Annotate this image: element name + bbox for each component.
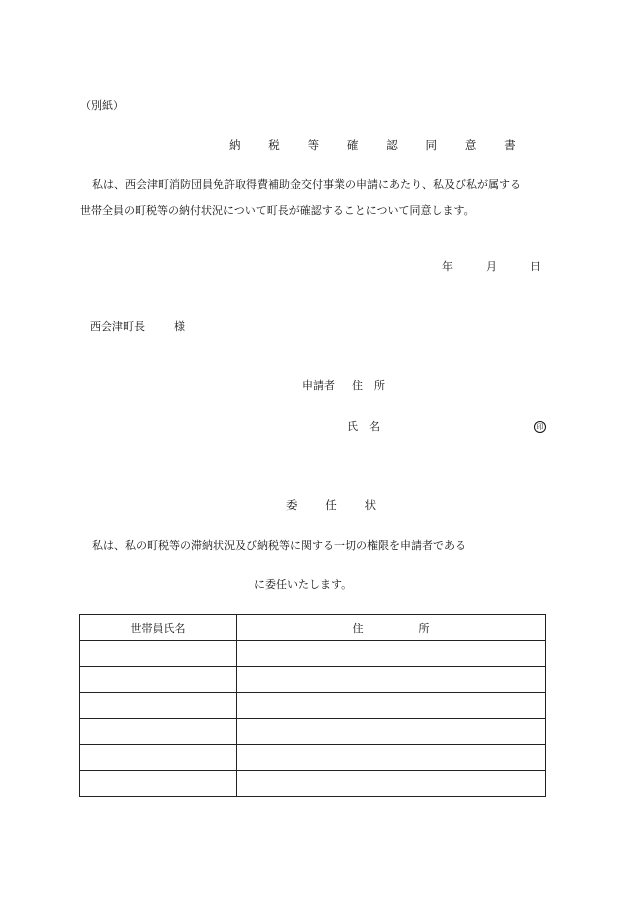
consent-body	[81, 172, 561, 224]
consent-body-line-2: 世帯全員の町税等の納付状況について町長が確認することについて同意します。	[80, 204, 475, 217]
header-member-name: 世帯員氏名	[80, 615, 237, 641]
cell-member-name[interactable]	[80, 667, 237, 693]
cell-member-name[interactable]	[80, 693, 237, 719]
table-row	[80, 667, 546, 693]
cell-member-name[interactable]	[80, 771, 237, 797]
table-row	[80, 771, 546, 797]
consent-title: 納 税 等 確 認 同 意 書	[229, 138, 528, 152]
cell-address[interactable]	[237, 745, 546, 771]
date-month-label: 月	[486, 260, 497, 273]
delegation-body-line-2: に委任いたします。	[254, 578, 353, 591]
table-row	[80, 693, 546, 719]
cell-address[interactable]	[237, 771, 546, 797]
delegation-body-line-1: 私は、私の町税等の滞納状況及び納税等に関する一切の権限を申請者である	[92, 539, 466, 552]
cell-address[interactable]	[237, 693, 546, 719]
cell-member-name[interactable]	[80, 641, 237, 667]
cell-address[interactable]	[237, 667, 546, 693]
addressee-honorific: 様	[174, 320, 185, 333]
date-day-label: 日	[530, 260, 541, 273]
date-line	[442, 258, 541, 274]
table-row	[80, 641, 546, 667]
addressee	[90, 318, 185, 334]
table-row	[80, 745, 546, 771]
table-row	[80, 719, 546, 745]
applicant-name-label: 氏 名	[347, 420, 380, 433]
addressee-name: 西会津町長	[90, 320, 145, 333]
header-address: 住 所	[237, 615, 546, 641]
applicant-address-row	[302, 377, 385, 393]
date-year-label: 年	[442, 260, 453, 273]
applicant-label: 申請者	[302, 379, 335, 392]
seal-icon: 印	[534, 421, 546, 433]
attachment-label: （別紙）	[80, 99, 124, 112]
cell-member-name[interactable]	[80, 745, 237, 771]
consent-body-line-1: 私は、西会津町消防団員免許取得費補助金交付事業の申請にあたり、私及び私が属する	[92, 178, 521, 191]
cell-address[interactable]	[237, 641, 546, 667]
delegation-title: 委 任 状	[286, 498, 389, 512]
applicant-address-label: 住 所	[352, 379, 385, 392]
seal-mark	[534, 419, 546, 433]
cell-member-name[interactable]	[80, 719, 237, 745]
table-header-row	[80, 615, 546, 641]
cell-address[interactable]	[237, 719, 546, 745]
household-members-table	[79, 614, 546, 797]
